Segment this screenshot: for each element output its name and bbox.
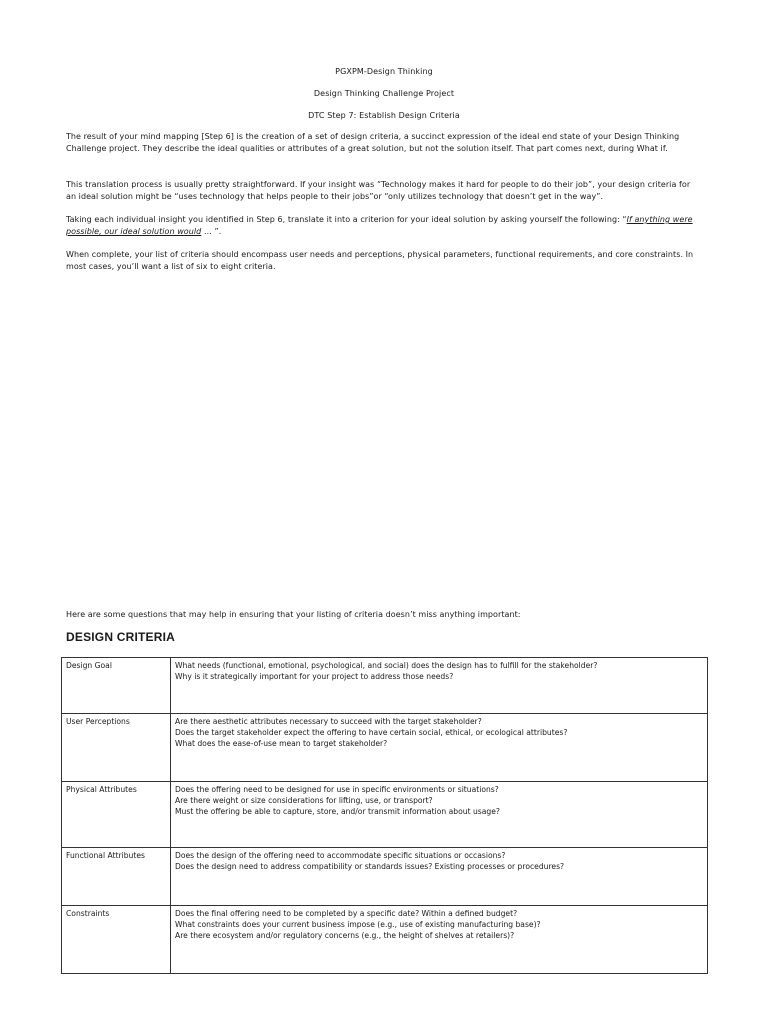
completion-paragraph: When complete, your list of criteria should encompass user needs and perceptions, physical parameters, functional requirements, and core constraints. In most cases, you’ll want a list of six to eight criteria. — [66, 250, 694, 271]
criteria-label: Functional Attributes — [62, 848, 171, 906]
course-title: PGXPM-Design Thinking — [335, 67, 433, 76]
question: Are there ecosystem and/or regulatory concerns (e.g., the height of shelves at retailers)? — [175, 931, 515, 940]
question: Does the design of the offering need to accommodate specific situations or occasions? — [175, 851, 506, 860]
criteria-questions — [171, 714, 708, 782]
criteria-questions — [171, 782, 708, 848]
question: Are there aesthetic attributes necessary to succeed with the target stakeholder? — [175, 717, 482, 726]
table-row — [62, 658, 708, 714]
criteria-label: User Perceptions — [62, 714, 171, 782]
question: What does the ease-of-use mean to target stakeholder? — [175, 739, 388, 748]
project-title: Design Thinking Challenge Project — [313, 89, 455, 98]
question: Why is it strategically important for your project to address those needs? — [175, 672, 454, 681]
criteria-questions — [171, 906, 708, 974]
table-row — [62, 714, 708, 782]
question: Does the design need to address compatibility or standards issues? Existing processes or procedures? — [175, 862, 565, 871]
instruction-text-start: Taking each individual insight you identified in Step 6, translate it into a criterion for your ideal solution by asking yourself the following: “ — [66, 215, 627, 224]
instruction-text-end: … ”. — [201, 227, 222, 236]
instruction-emphasis: If anything were possible, our ideal solution would — [66, 215, 693, 236]
step-title: DTC Step 7: Establish Design Criteria — [308, 111, 460, 120]
section-heading: DESIGN CRITERIA — [66, 630, 176, 644]
question: Does the final offering need to be completed by a specific date? Within a defined budget? — [175, 909, 518, 918]
table-row — [62, 848, 708, 906]
criteria-questions — [171, 848, 708, 906]
question: What needs (functional, emotional, psychological, and social) does the design has to fulfill for the stakeholder? — [175, 661, 598, 670]
instruction-paragraph — [66, 214, 701, 238]
criteria-table — [61, 657, 708, 974]
criteria-label: Constraints — [62, 906, 171, 974]
table-row — [62, 906, 708, 974]
table-row — [62, 782, 708, 848]
question: Are there weight or size considerations for lifting, use, or transport? — [175, 796, 433, 805]
question: Does the offering need to be designed for use in specific environments or situations? — [175, 785, 499, 794]
question: What constraints does your current business impose (e.g., use of existing manufacturing base)? — [175, 920, 541, 929]
questions-intro: Here are some questions that may help in ensuring that your listing of criteria doesn’t miss anything important: — [66, 610, 521, 619]
intro-paragraph: The result of your mind mapping [Step 6] is the creation of a set of design criteria, a succinct expression of the ideal end state of your Design Thinking Challenge project. They describe the ideal qualities or attributes of a great solution, but not the solution itself. That part comes next, during What if. — [66, 132, 680, 153]
question: Must the offering be able to capture, store, and/or transmit information about usage? — [175, 807, 500, 816]
translation-paragraph: This translation process is usually pretty straightforward. If your insight was “Technology makes it hard for people to do their job”, your design criteria for an ideal solution might be “uses technology that helps people to their jobs”or “only utilizes technology that doesn’t get in the way”. — [66, 180, 691, 201]
criteria-label: Design Goal — [62, 658, 171, 714]
criteria-label: Physical Attributes — [62, 782, 171, 848]
criteria-questions — [171, 658, 708, 714]
question: Does the target stakeholder expect the offering to have certain social, ethical, or ecological attributes? — [175, 728, 568, 737]
